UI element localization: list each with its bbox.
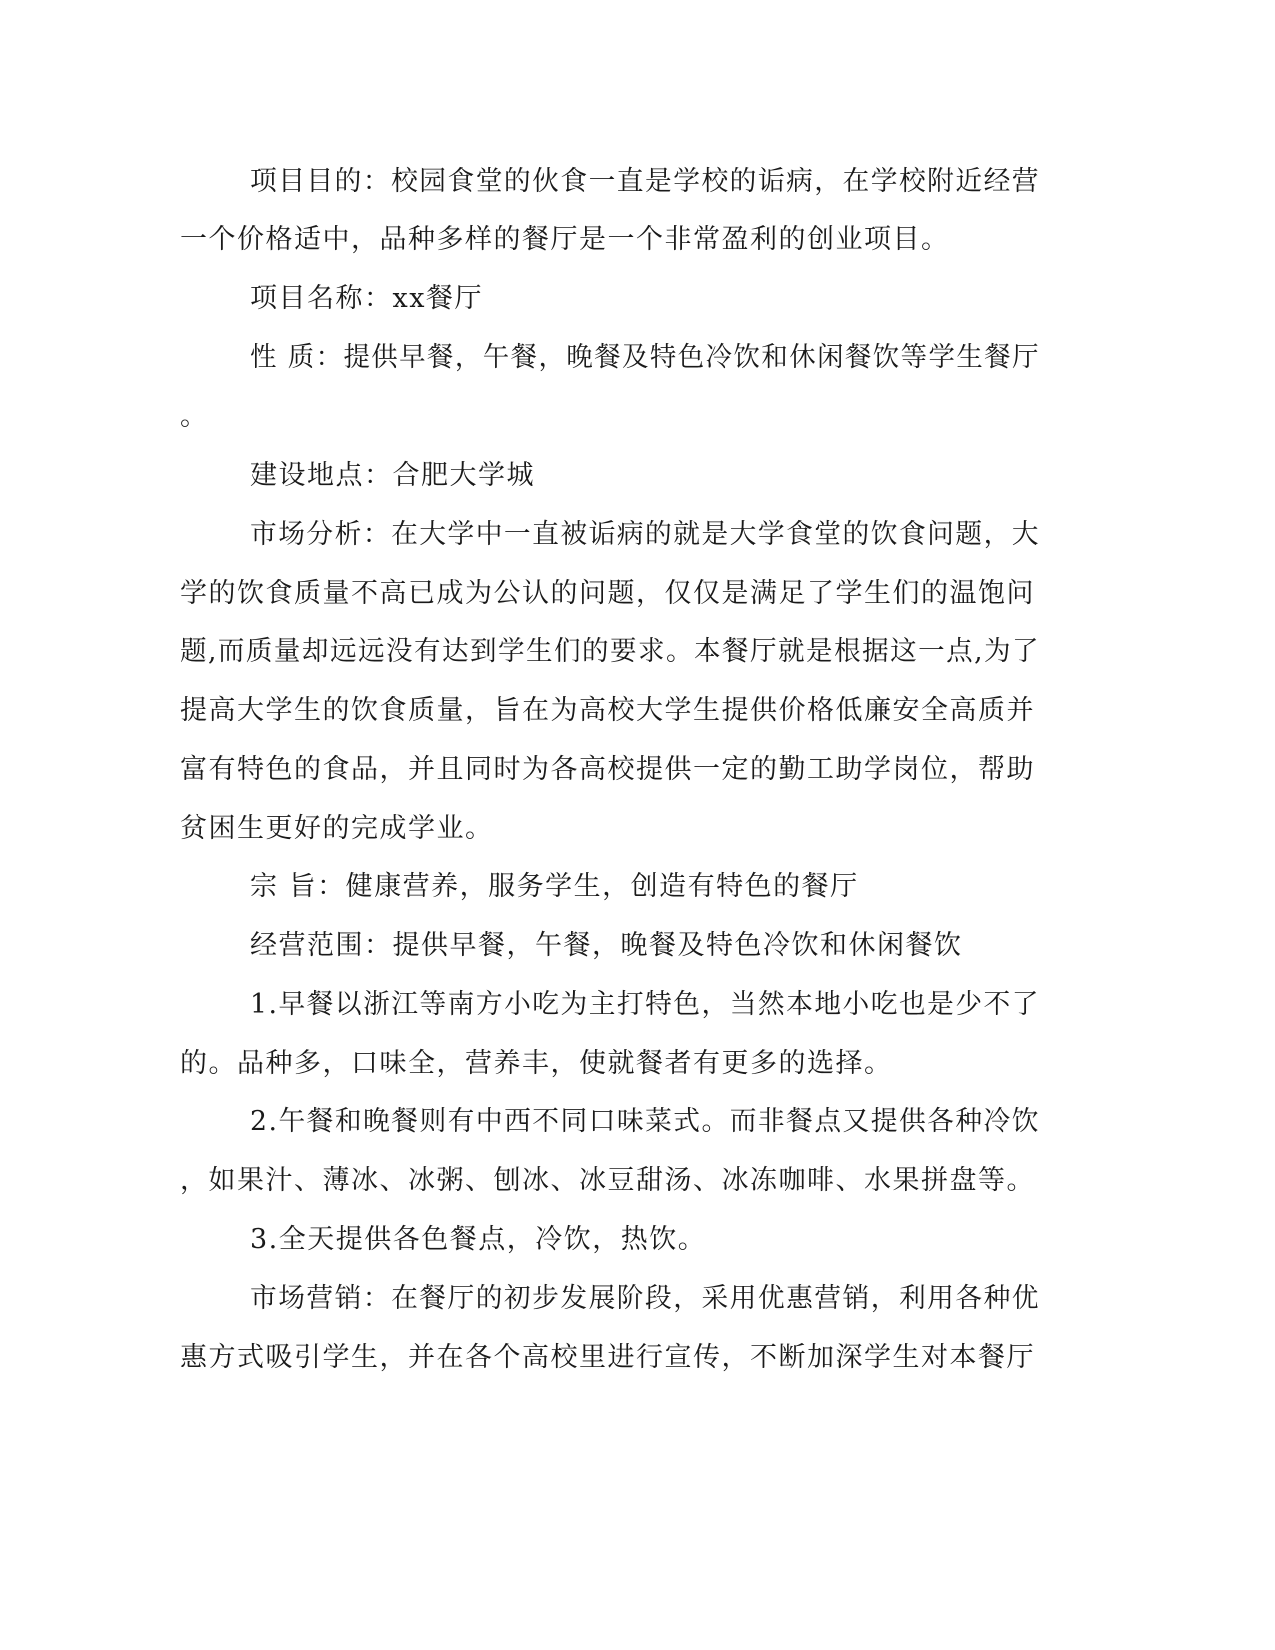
text-line: ，如果汁、薄冰、冰粥、刨冰、冰豆甜汤、冰冻咖啡、水果拼盘等。: [180, 1165, 1035, 1196]
text-line: 提高大学生的饮食质量，旨在为高校大学生提供价格低廉安全高质并: [180, 695, 1035, 726]
text-line: 2.午餐和晚餐则有中西不同口味菜式。而非餐点又提供各种冷饮: [250, 1106, 1040, 1137]
text-line: 。: [180, 401, 209, 432]
text-line: 的。品种多，口味全，营养丰，使就餐者有更多的选择。: [180, 1048, 893, 1079]
text-line: 富有特色的食品，并且同时为各高校提供一定的勤工助学岗位，帮助: [180, 754, 1035, 785]
text-line: 贫困生更好的完成学业。: [180, 813, 494, 844]
text-line: 项目目的：校园食堂的伙食一直是学校的诟病，在学校附近经营: [250, 166, 1041, 197]
text-line: 宗 旨：健康营养，服务学生，创造有特色的餐厅: [250, 871, 859, 902]
text-line: 建设地点：合肥大学城: [250, 460, 535, 491]
text-line: 一个价格适中，品种多样的餐厅是一个非常盈利的创业项目。: [180, 224, 950, 255]
text-line: 市场分析：在大学中一直被诟病的就是大学食堂的饮食问题，大: [250, 519, 1041, 550]
text-line: 3.全天提供各色餐点，冷饮，热饮。: [250, 1224, 707, 1255]
text-line: 题,而质量却远远没有达到学生们的要求。本餐厅就是根据这一点,为了: [180, 636, 1041, 667]
text-line: 市场营销：在餐厅的初步发展阶段，采用优惠营销，利用各种优: [250, 1283, 1041, 1314]
text-line: 惠方式吸引学生，并在各个高校里进行宣传，不断加深学生对本餐厅: [180, 1342, 1035, 1373]
text-line: 学的饮食质量不高已成为公认的问题，仅仅是满足了学生们的温饱问: [180, 578, 1035, 609]
text-line: 性 质：提供早餐，午餐，晚餐及特色冷饮和休闲餐饮等学生餐厅: [250, 342, 1040, 373]
text-line: 1.早餐以浙江等南方小吃为主打特色，当然本地小吃也是少不了: [250, 989, 1040, 1020]
text-line: 项目名称：xx餐厅: [250, 283, 483, 314]
text-line: 经营范围：提供早餐，午餐，晚餐及特色冷饮和休闲餐饮: [250, 930, 963, 961]
